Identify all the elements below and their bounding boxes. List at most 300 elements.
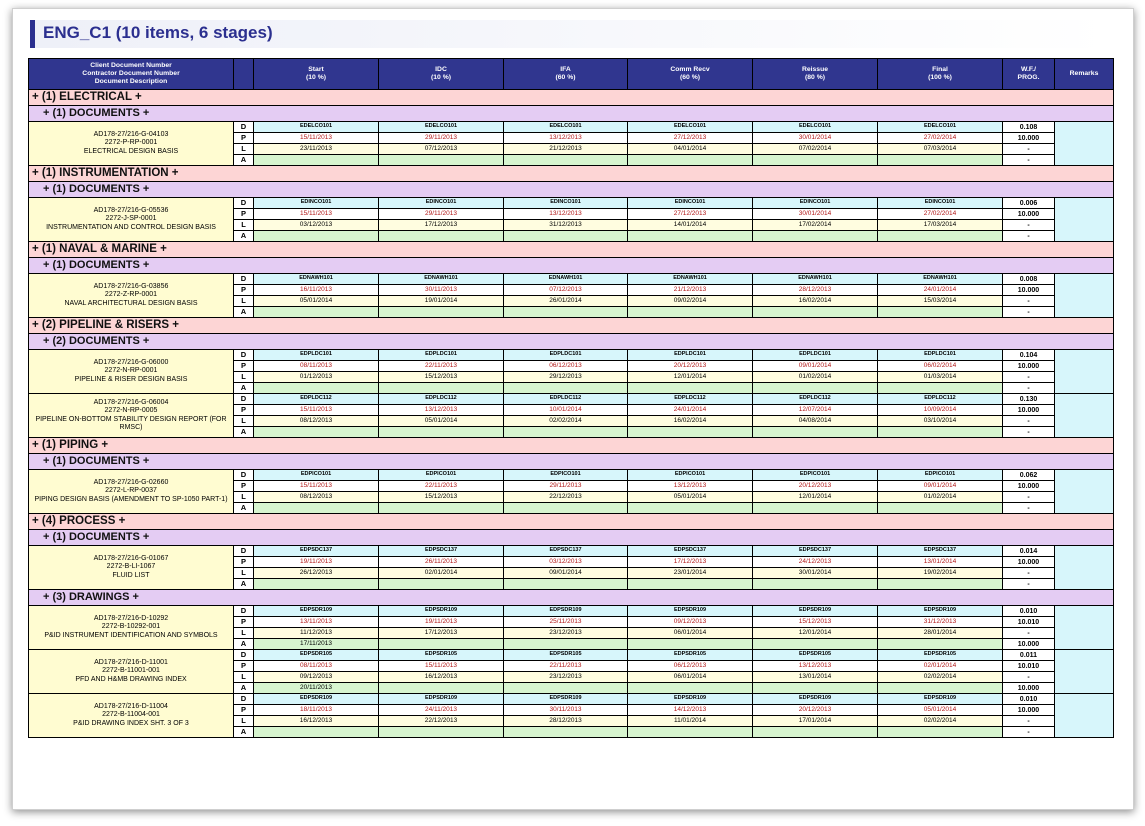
row-type-letter: P	[234, 285, 254, 296]
subcategory-label[interactable]: + (1) DOCUMENTS +	[29, 182, 1114, 198]
stage-cell	[753, 427, 878, 438]
row-type-letter: P	[234, 361, 254, 372]
stage-cell	[504, 231, 628, 242]
stage-cell: 23/11/2013	[254, 144, 379, 155]
wf-progress-value: -	[1003, 307, 1055, 318]
stage-cell: 16/12/2013	[379, 672, 504, 683]
stage-cell: 16/02/2014	[628, 416, 753, 427]
stage-cell: 30/01/2014	[753, 133, 878, 144]
stage-cell: EDPSDR109	[504, 694, 628, 705]
stage-name: Start	[308, 66, 324, 74]
stage-cell: 30/11/2013	[504, 705, 628, 716]
stage-cell: 01/03/2014	[878, 372, 1003, 383]
stage-cell: 06/02/2014	[878, 361, 1003, 372]
remarks-header: Remarks	[1055, 59, 1114, 90]
row-type-letter: A	[234, 639, 254, 650]
stage-cell	[379, 579, 504, 590]
stage-cell: 08/12/2013	[254, 416, 379, 427]
stage-cell: EDINCO101	[878, 198, 1003, 209]
category-label[interactable]: + (1) ELECTRICAL +	[29, 90, 1114, 106]
stage-cell: 09/01/2014	[753, 361, 878, 372]
stage-cell: 15/03/2014	[878, 296, 1003, 307]
stage-cell: 23/12/2013	[504, 628, 628, 639]
stage-cell: EDELCO101	[628, 122, 753, 133]
stage-cell: 14/12/2013	[628, 705, 753, 716]
document-description: PIPELINE & RISER DESIGN BASIS	[74, 375, 188, 383]
client-doc-number: AD178-27/216-G-06004	[93, 398, 169, 406]
remarks-cell	[1055, 274, 1114, 318]
row-type-letter: P	[234, 705, 254, 716]
stage-cell: 02/01/2014	[379, 568, 504, 579]
stage-cell	[628, 639, 753, 650]
wf-progress-value: 0.130	[1003, 394, 1055, 405]
category-row	[29, 514, 1114, 530]
stage-cell: 05/01/2014	[379, 416, 504, 427]
subcategory-label[interactable]: + (3) DRAWINGS +	[29, 590, 1114, 606]
row-type-letter: A	[234, 503, 254, 514]
stage-cell	[504, 383, 628, 394]
stage-cell: EDINCO101	[379, 198, 504, 209]
document-description: PIPING DESIGN BASIS (AMENDMENT TO SP-1050 PART-1)	[34, 495, 228, 503]
stage-cell: 08/11/2013	[254, 661, 379, 672]
stage-cell	[254, 579, 379, 590]
stage-cell: EDNAWH101	[878, 274, 1003, 285]
wf-progress-value: 0.008	[1003, 274, 1055, 285]
wf-progress-value: 10.000	[1003, 705, 1055, 716]
stage-pct: (60 %)	[555, 74, 576, 81]
stage-header-idc	[379, 59, 504, 90]
stage-cell: 07/03/2014	[878, 144, 1003, 155]
row-type-letter: A	[234, 231, 254, 242]
stage-cell: 01/02/2014	[878, 492, 1003, 503]
subcategory-label[interactable]: + (2) DOCUMENTS +	[29, 334, 1114, 350]
contractor-doc-number: 2272-B-LI-1067	[106, 563, 156, 571]
wf-progress-value: 10.000	[1003, 285, 1055, 296]
stage-cell: 27/02/2014	[878, 133, 1003, 144]
wf-progress-header	[1003, 59, 1055, 90]
stage-cell: EDPSDR109	[753, 694, 878, 705]
stage-cell: 06/01/2014	[628, 672, 753, 683]
contractor-doc-number: 2272-B-10292-001	[101, 623, 161, 631]
stage-cell: 15/11/2013	[379, 661, 504, 672]
stage-cell: 17/12/2013	[379, 220, 504, 231]
wf-progress-value: 10.000	[1003, 361, 1055, 372]
stage-cell: 10/09/2014	[878, 405, 1003, 416]
row-type-letter: L	[234, 716, 254, 727]
stage-cell: EDINCO101	[254, 198, 379, 209]
stage-cell: EDPSDC137	[379, 546, 504, 557]
stage-cell	[753, 727, 878, 738]
stage-cell: 15/12/2013	[379, 372, 504, 383]
contractor-doc-number: 2272-L-RP-0037	[105, 487, 157, 495]
stage-cell: 05/01/2014	[254, 296, 379, 307]
stage-cell: 26/12/2013	[254, 568, 379, 579]
stage-cell: 19/02/2014	[878, 568, 1003, 579]
stage-cell	[379, 503, 504, 514]
stage-cell	[628, 683, 753, 694]
wf-progress-value: 0.011	[1003, 650, 1055, 661]
stage-cell	[878, 383, 1003, 394]
stage-cell: 24/01/2014	[628, 405, 753, 416]
wf-progress-value: 10.010	[1003, 661, 1055, 672]
stage-cell	[254, 727, 379, 738]
stage-cell	[504, 727, 628, 738]
stage-cell: 19/11/2013	[254, 557, 379, 568]
stage-cell	[753, 307, 878, 318]
remarks-cell	[1055, 350, 1114, 394]
stage-cell: EDPLDC101	[379, 350, 504, 361]
wf-progress-value: -	[1003, 155, 1055, 166]
stage-cell	[628, 307, 753, 318]
document-description: ELECTRICAL DESIGN BASIS	[83, 147, 179, 155]
remarks-cell	[1055, 694, 1114, 738]
wf-progress-value: -	[1003, 296, 1055, 307]
stage-cell: EDPSDR109	[379, 606, 504, 617]
wf-progress-value: -	[1003, 144, 1055, 155]
stage-cell	[878, 427, 1003, 438]
stage-cell: EDPSDC137	[753, 546, 878, 557]
stage-cell: 20/11/2013	[254, 683, 379, 694]
stage-cell: 10/01/2014	[504, 405, 628, 416]
stage-cell	[628, 427, 753, 438]
row-type-letter: P	[234, 481, 254, 492]
document-row-d	[29, 122, 1114, 133]
stage-cell: 02/02/2014	[878, 672, 1003, 683]
stage-cell: 23/01/2014	[628, 568, 753, 579]
stage-cell: 12/07/2014	[753, 405, 878, 416]
wf-progress-value: -	[1003, 220, 1055, 231]
stage-cell: EDPSDR109	[254, 694, 379, 705]
stage-cell: 24/01/2014	[878, 285, 1003, 296]
stage-cell: EDPSDC137	[504, 546, 628, 557]
stage-cell	[254, 231, 379, 242]
subcategory-row	[29, 454, 1114, 470]
stage-cell	[379, 231, 504, 242]
contractor-doc-number: 2272-B-11001-001	[102, 667, 160, 675]
row-type-letter: D	[234, 350, 254, 361]
stage-cell: 26/01/2014	[504, 296, 628, 307]
subcategory-row	[29, 590, 1114, 606]
row-type-letter: L	[234, 296, 254, 307]
stage-cell: 12/01/2014	[753, 492, 878, 503]
category-label[interactable]: + (1) INSTRUMENTATION +	[29, 166, 1114, 182]
stage-cell: 24/12/2013	[753, 557, 878, 568]
stage-cell: EDPICO101	[753, 470, 878, 481]
client-doc-number: AD178-27/216-G-03856	[93, 282, 169, 290]
wf-progress-value: 10.000	[1003, 683, 1055, 694]
wf-progress-value: -	[1003, 231, 1055, 242]
stage-cell: 06/12/2013	[504, 361, 628, 372]
stage-cell: 24/11/2013	[379, 705, 504, 716]
stage-cell: 07/02/2014	[753, 144, 878, 155]
stage-cell: 20/12/2013	[753, 481, 878, 492]
stage-cell: EDPSDR109	[254, 606, 379, 617]
wf-progress-value: 0.062	[1003, 470, 1055, 481]
document-row-d	[29, 198, 1114, 209]
stage-cell: 02/02/2014	[878, 716, 1003, 727]
row-type-letter: D	[234, 546, 254, 557]
stage-cell: EDPICO101	[379, 470, 504, 481]
wf-progress-value: 0.006	[1003, 198, 1055, 209]
wf-progress-value: 10.000	[1003, 481, 1055, 492]
stage-cell	[628, 503, 753, 514]
stage-cell: 12/01/2014	[753, 628, 878, 639]
stage-cell	[254, 155, 379, 166]
document-description-cell	[29, 350, 234, 394]
stage-cell: 29/11/2013	[379, 209, 504, 220]
stage-header-comm-recv	[628, 59, 753, 90]
document-description: P&ID INSTRUMENT IDENTIFICATION AND SYMBOLS	[44, 631, 218, 639]
category-row	[29, 318, 1114, 334]
prog-label: PROG.	[1017, 74, 1040, 81]
row-type-letter: A	[234, 727, 254, 738]
wf-progress-value: 10.000	[1003, 639, 1055, 650]
stage-cell	[379, 683, 504, 694]
stage-cell: 04/01/2014	[628, 144, 753, 155]
remarks-cell	[1055, 650, 1114, 694]
stage-cell: EDPICO101	[254, 470, 379, 481]
contractor-doc-number: 2272-J-SP-0001	[105, 215, 157, 223]
stage-cell: 07/12/2013	[379, 144, 504, 155]
stage-cell: 22/12/2013	[504, 492, 628, 503]
row-type-letter: L	[234, 144, 254, 155]
stage-cell: EDPLDC101	[628, 350, 753, 361]
row-type-letter: A	[234, 307, 254, 318]
document-description: PIPELINE ON-BOTTOM STABILITY DESIGN REPORT (FOR RMSC)	[35, 415, 227, 431]
stage-cell: 13/11/2013	[254, 617, 379, 628]
subcategory-row	[29, 258, 1114, 274]
stage-cell: 15/12/2013	[753, 617, 878, 628]
subcategory-label[interactable]: + (1) DOCUMENTS +	[29, 454, 1114, 470]
stage-cell: 17/02/2014	[753, 220, 878, 231]
stage-cell: EDPLDC101	[504, 350, 628, 361]
stage-cell	[254, 503, 379, 514]
stage-cell	[753, 683, 878, 694]
stage-cell: 13/01/2014	[878, 557, 1003, 568]
stage-cell	[379, 307, 504, 318]
stage-cell: EDPSDR109	[878, 606, 1003, 617]
document-description: FLUID LIST	[112, 571, 150, 579]
contractor-doc-number: 2272-N-RP-0001	[104, 367, 158, 375]
stage-cell: 13/12/2013	[379, 405, 504, 416]
stage-name: IFA	[560, 66, 571, 74]
document-description: P&ID DRAWING INDEX SHT. 3 OF 3	[73, 719, 189, 727]
stage-cell: 17/01/2014	[753, 716, 878, 727]
category-label[interactable]: + (1) PIPING +	[29, 438, 1114, 454]
stage-cell: 23/12/2013	[504, 672, 628, 683]
row-type-letter: P	[234, 557, 254, 568]
stage-cell: 29/11/2013	[379, 133, 504, 144]
stage-cell: 13/12/2013	[504, 133, 628, 144]
stage-cell: 26/11/2013	[379, 557, 504, 568]
category-row	[29, 166, 1114, 182]
category-label[interactable]: + (2) PIPELINE & RISERS +	[29, 318, 1114, 334]
document-row-d	[29, 546, 1114, 557]
row-type-letter: A	[234, 579, 254, 590]
stage-cell: 03/12/2013	[504, 557, 628, 568]
document-description-cell	[29, 470, 234, 514]
stage-cell: 14/01/2014	[628, 220, 753, 231]
stage-cell	[878, 503, 1003, 514]
stage-cell: EDPLDC101	[878, 350, 1003, 361]
row-type-letter: L	[234, 372, 254, 383]
stage-cell: EDPSDR105	[753, 650, 878, 661]
client-doc-number: AD178-27/216-G-02660	[93, 478, 169, 486]
stage-cell: EDPLDC112	[379, 394, 504, 405]
schedule-table	[28, 58, 1114, 738]
stage-cell: 30/01/2014	[753, 568, 878, 579]
wf-progress-value: -	[1003, 716, 1055, 727]
stage-cell	[753, 383, 878, 394]
stage-cell: 21/12/2013	[504, 144, 628, 155]
row-type-header	[234, 59, 254, 90]
stage-cell: EDPICO101	[628, 470, 753, 481]
document-description: INSTRUMENTATION AND CONTROL DESIGN BASIS	[46, 223, 216, 231]
contractor-doc-number: 2272-B-11004-001	[102, 711, 160, 719]
row-type-letter: L	[234, 220, 254, 231]
row-type-letter: D	[234, 606, 254, 617]
stage-cell	[878, 727, 1003, 738]
stage-cell	[504, 307, 628, 318]
document-row-d	[29, 394, 1114, 405]
subcategory-label[interactable]: + (1) DOCUMENTS +	[29, 530, 1114, 546]
stage-cell: EDELCO101	[878, 122, 1003, 133]
stage-cell: EDINCO101	[504, 198, 628, 209]
remarks-cell	[1055, 546, 1114, 590]
subcategory-row	[29, 182, 1114, 198]
category-row	[29, 438, 1114, 454]
subcategory-label[interactable]: + (1) DOCUMENTS +	[29, 106, 1114, 122]
document-description-cell	[29, 650, 234, 694]
stage-cell: 13/12/2013	[753, 661, 878, 672]
stage-cell	[878, 155, 1003, 166]
stage-cell: 16/12/2013	[254, 716, 379, 727]
stage-cell: EDPSDC137	[254, 546, 379, 557]
row-type-letter: A	[234, 383, 254, 394]
category-label[interactable]: + (4) PROCESS +	[29, 514, 1114, 530]
contractor-doc-number: 2272-Z-RP-0001	[104, 291, 158, 299]
stage-cell	[379, 727, 504, 738]
stage-cell: EDPICO101	[504, 470, 628, 481]
stage-cell	[753, 155, 878, 166]
stage-cell: 21/12/2013	[628, 285, 753, 296]
stage-cell: 18/11/2013	[254, 705, 379, 716]
row-type-letter: D	[234, 394, 254, 405]
stage-cell	[379, 383, 504, 394]
stage-cell	[504, 427, 628, 438]
stage-cell: 08/11/2013	[254, 361, 379, 372]
stage-cell	[504, 503, 628, 514]
document-description-cell	[29, 122, 234, 166]
stage-cell	[504, 683, 628, 694]
row-type-letter: P	[234, 405, 254, 416]
stage-cell: EDPLDC112	[504, 394, 628, 405]
stage-cell: EDPICO101	[878, 470, 1003, 481]
wf-progress-value: 10.000	[1003, 405, 1055, 416]
stage-cell: 27/12/2013	[628, 209, 753, 220]
wf-progress-value: -	[1003, 416, 1055, 427]
stage-cell: 15/11/2013	[254, 405, 379, 416]
wf-progress-value: 10.000	[1003, 209, 1055, 220]
stage-cell: 19/01/2014	[379, 296, 504, 307]
row-type-letter: D	[234, 650, 254, 661]
category-label[interactable]: + (1) NAVAL & MARINE +	[29, 242, 1114, 258]
stage-cell: 03/12/2013	[254, 220, 379, 231]
stage-cell: 05/01/2014	[628, 492, 753, 503]
doc-number-header	[29, 59, 234, 90]
stage-cell: 27/02/2014	[878, 209, 1003, 220]
stage-cell: EDINCO101	[628, 198, 753, 209]
wf-progress-value: -	[1003, 672, 1055, 683]
row-type-letter: A	[234, 427, 254, 438]
stage-cell: 15/11/2013	[254, 133, 379, 144]
stage-name: Reissue	[801, 66, 829, 74]
stage-cell: EDELCO101	[379, 122, 504, 133]
stage-cell: 01/02/2014	[753, 372, 878, 383]
stage-cell: 31/12/2013	[878, 617, 1003, 628]
row-type-letter: L	[234, 628, 254, 639]
stage-cell: 27/12/2013	[628, 133, 753, 144]
stage-pct: (60 %)	[679, 74, 701, 81]
contractor-doc-header: Contractor Document Number	[82, 70, 180, 78]
row-type-letter: D	[234, 694, 254, 705]
stage-cell: 28/12/2013	[504, 716, 628, 727]
stage-cell: 17/12/2013	[628, 557, 753, 568]
stage-pct: (10 %)	[430, 74, 452, 81]
stage-cell: 02/02/2014	[504, 416, 628, 427]
stage-cell: EDPLDC101	[254, 350, 379, 361]
row-type-letter: L	[234, 492, 254, 503]
stage-cell	[254, 307, 379, 318]
stage-cell: EDPLDC112	[628, 394, 753, 405]
stage-cell	[878, 639, 1003, 650]
stage-cell: 15/11/2013	[254, 481, 379, 492]
wf-progress-value: -	[1003, 568, 1055, 579]
category-row	[29, 242, 1114, 258]
remarks-cell	[1055, 606, 1114, 650]
document-row-d	[29, 650, 1114, 661]
wf-progress-value: -	[1003, 727, 1055, 738]
stage-cell: EDNAWH101	[753, 274, 878, 285]
stage-cell: 20/12/2013	[628, 361, 753, 372]
stage-cell: 16/02/2014	[753, 296, 878, 307]
stage-cell: EDELCO101	[504, 122, 628, 133]
stage-cell: 31/12/2013	[504, 220, 628, 231]
document-description: PFD AND H&MB DRAWING INDEX	[75, 675, 187, 683]
subcategory-label[interactable]: + (1) DOCUMENTS +	[29, 258, 1114, 274]
wf-progress-value: 0.010	[1003, 694, 1055, 705]
stage-header-final	[878, 59, 1003, 90]
stage-cell: EDPSDR105	[254, 650, 379, 661]
stage-cell: EDPSDR109	[628, 694, 753, 705]
stage-cell	[628, 579, 753, 590]
document-description-cell	[29, 198, 234, 242]
stage-cell	[379, 155, 504, 166]
stage-cell	[504, 639, 628, 650]
remarks-cell	[1055, 470, 1114, 514]
client-doc-number: AD178-27/216-D-10292	[93, 614, 169, 622]
stage-cell: EDPSDR105	[878, 650, 1003, 661]
stage-name: IDC	[435, 66, 447, 74]
stage-cell: 15/11/2013	[254, 209, 379, 220]
client-doc-number: AD178-27/216-G-06000	[93, 358, 169, 366]
stage-cell	[628, 231, 753, 242]
document-row-d	[29, 350, 1114, 361]
remarks-cell	[1055, 198, 1114, 242]
stage-cell: EDELCO101	[254, 122, 379, 133]
row-type-letter: D	[234, 122, 254, 133]
remarks-cell	[1055, 394, 1114, 438]
